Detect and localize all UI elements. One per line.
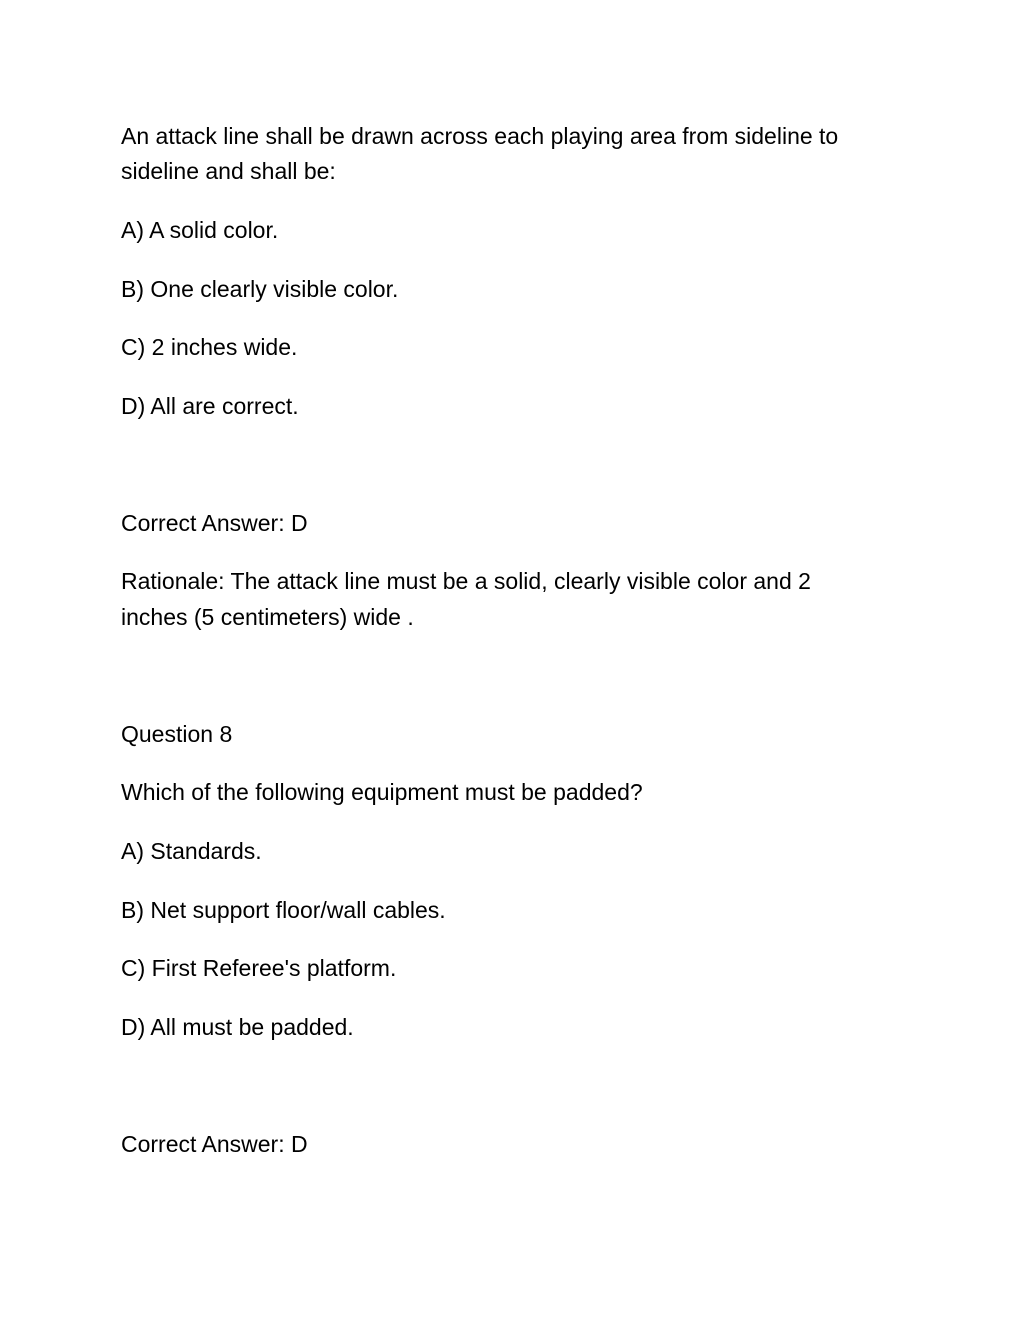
option-a: A) Standards. [121,838,262,864]
question-text-line-1: An attack line shall be drawn across each playing area from sideline to [121,123,839,149]
option-d: D) All are correct. [121,393,299,419]
rationale-line-1: Rationale: The attack line must be a solid, clearly visible color and 2 [121,568,811,594]
option-c: C) 2 inches wide. [121,334,298,360]
question-heading: Question 8 [121,721,233,747]
option-c: C) First Referee's platform. [121,955,397,981]
option-b: B) One clearly visible color. [121,276,399,302]
option-b: B) Net support floor/wall cables. [121,897,446,923]
correct-answer: Correct Answer: D [121,510,308,536]
question-text-line-2: sideline and shall be: [121,158,336,184]
option-a: A) A solid color. [121,217,279,243]
question-text: Which of the following equipment must be padded? [121,779,643,805]
correct-answer: Correct Answer: D [121,1131,308,1157]
option-d: D) All must be padded. [121,1014,354,1040]
rationale-line-2: inches (5 centimeters) wide . [121,604,414,630]
